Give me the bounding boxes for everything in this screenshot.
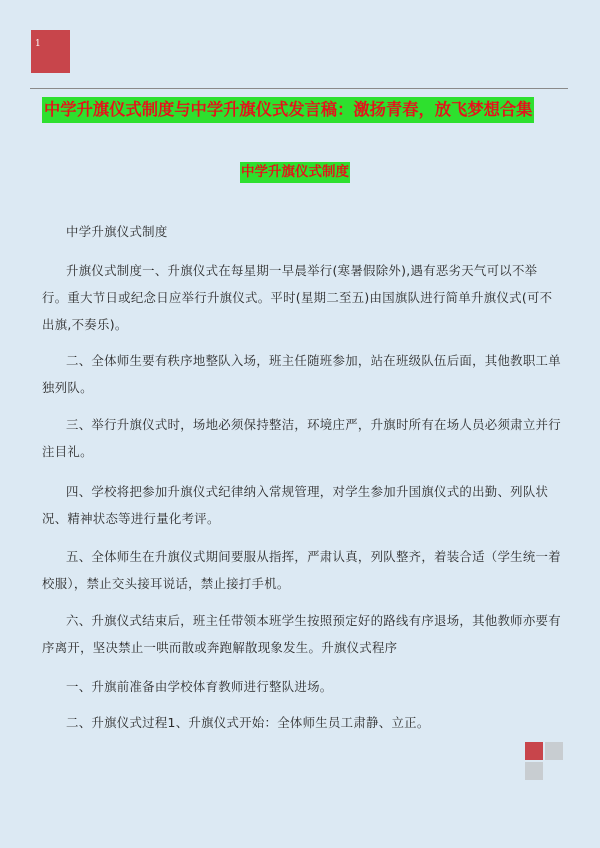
paragraph-text: 六、升旗仪式结束后，班主任带领本班学生按照预定好的路线有序退场，其他教师亦要有序离开，坚决禁止一哄而散或奔跑解散现象发生。升旗仪式程序 — [42, 613, 561, 655]
paragraph-text: 一、升旗前准备由学校体育教师进行整队进场。 — [66, 679, 333, 694]
page-number-badge — [31, 30, 70, 73]
corner-decoration-red — [525, 742, 543, 760]
corner-decoration-grey — [545, 742, 563, 760]
header-divider — [30, 88, 568, 89]
paragraph — [42, 478, 562, 532]
paragraph-heading — [66, 218, 572, 245]
paragraph — [42, 709, 562, 736]
paragraph — [42, 257, 562, 338]
page-number: 1 — [35, 39, 41, 49]
paragraph-text: 中学升旗仪式制度 — [66, 224, 168, 239]
corner-decoration-grey — [525, 762, 543, 780]
paragraph — [42, 347, 562, 401]
paragraph-text: 二、升旗仪式过程1、升旗仪式开始：全体师生员工肃静、立正。 — [66, 715, 430, 730]
paragraph — [42, 543, 562, 597]
document-title: 中学升旗仪式制度与中学升旗仪式发言稿：激扬青春，放飞梦想合集 — [42, 97, 534, 123]
paragraph-text: 四、学校将把参加升旗仪式纪律纳入常规管理，对学生参加升国旗仪式的出勤、列队状况、精神状态等进行量化考评。 — [42, 484, 549, 526]
paragraph-text: 三、举行升旗仪式时，场地必须保持整洁，环境庄严，升旗时所有在场人员必须肃立并行注目礼。 — [42, 417, 561, 459]
paragraph — [42, 607, 562, 661]
paragraph — [42, 411, 562, 465]
section-title: 中学升旗仪式制度 — [240, 162, 350, 183]
paragraph-text: 五、全体师生在升旗仪式期间要服从指挥，严肃认真，列队整齐，着装合适（学生统一着校服），禁止交头接耳说话，禁止接打手机。 — [42, 549, 561, 591]
paragraph-text: 升旗仪式制度一、升旗仪式在每星期一早晨举行(寒暑假除外),遇有恶劣天气可以不举行。重大节日或纪念日应举行升旗仪式。平时(星期二至五)由国旗队进行简单升旗仪式(可不出旗,不奏乐)。 — [42, 263, 553, 332]
paragraph-text: 二、全体师生要有秩序地整队入场，班主任随班参加，站在班级队伍后面，其他教职工单独列队。 — [42, 353, 561, 395]
paragraph — [42, 673, 562, 700]
